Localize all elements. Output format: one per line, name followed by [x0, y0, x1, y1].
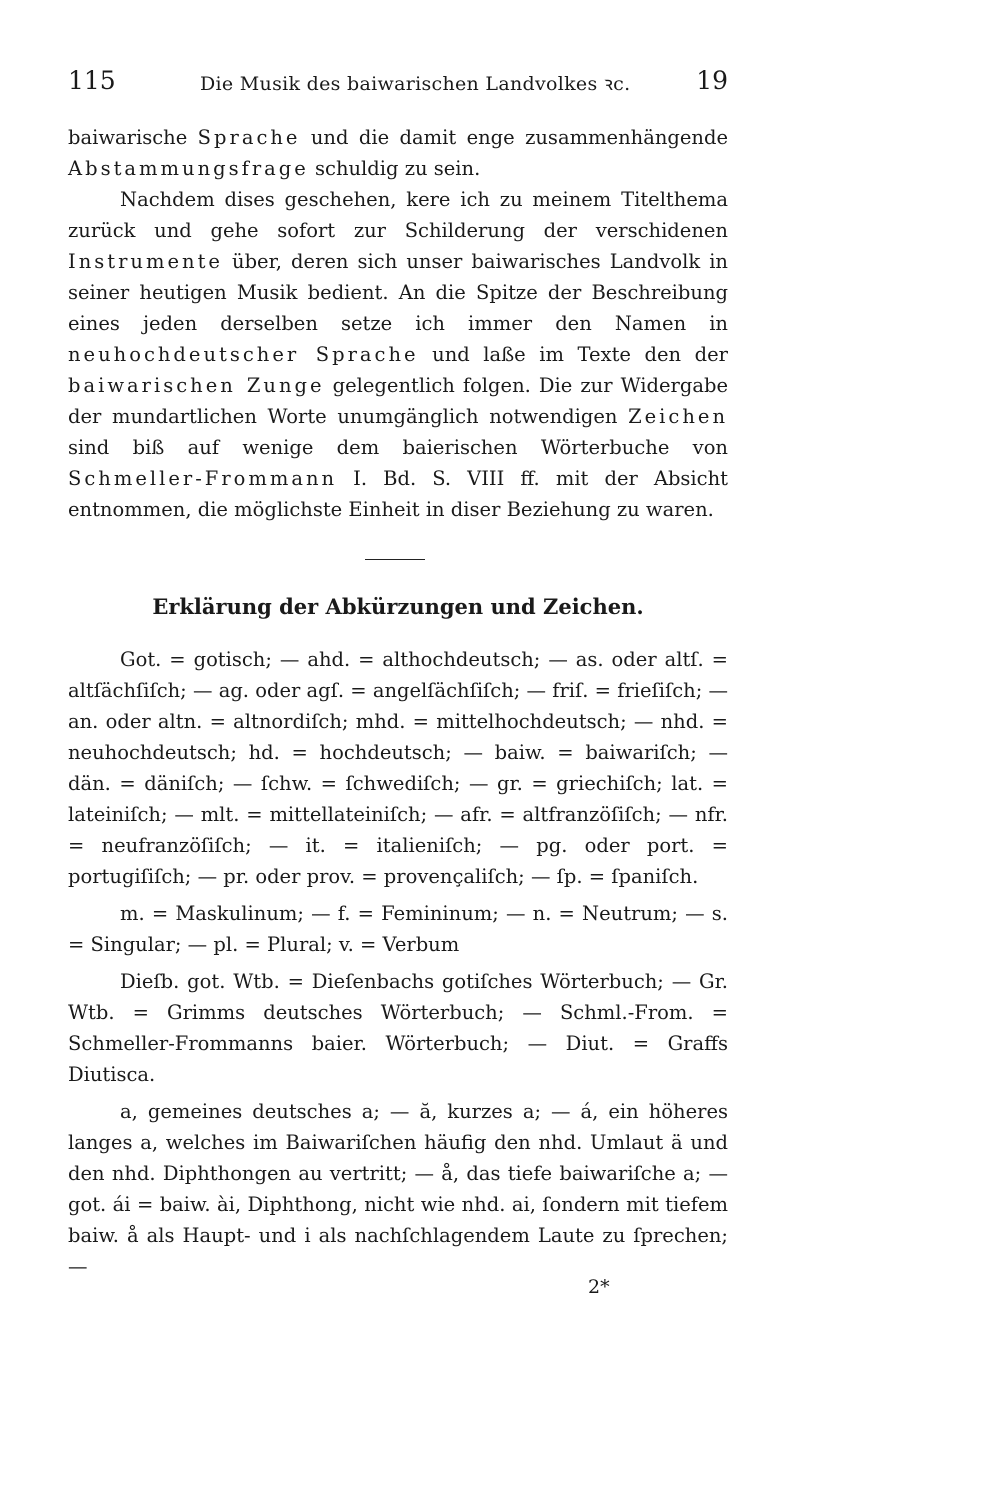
intro-paragraph-1: [68, 122, 728, 184]
text-run: und laße im Texte den der: [418, 343, 728, 366]
emphasis-schmeller-frommann: Schmeller-Frommann: [68, 467, 338, 490]
abbreviations-paragraph-dictionaries: Dieſb. got. Wtb. = Dieſenbachs gotiſches Wörterbuch; — Gr. Wtb. = Grimms deutsches Wörterbuch; — Schml.-From. = Schmeller-Frommanns baier. Wörterbuch; — Diut. = Graffs Diutisca.: [68, 970, 728, 1086]
emphasis-abstammungsfrage: Abstammungsfrage: [68, 157, 309, 180]
text-run: I. Bd. S. VIII ff. mit der Absicht entnommen, die möglichste Einheit in diser Beziehung zu waren.: [68, 467, 728, 521]
printer-signature: 2*: [588, 1276, 610, 1298]
emphasis-neuhochdeutsch: neuhochdeutscher Sprache: [68, 343, 419, 366]
running-header: [68, 66, 728, 106]
emphasis-zeichen: Zeichen: [628, 405, 728, 428]
section-title: Erklärung der Abkürzungen und Zeichen.: [152, 594, 644, 619]
text-run: über, deren sich unser baiwarisches Landvolk in seiner heutigen Musik bedient. An die Spitze der Beschreibung eines jeden derselben setze ich immer den Namen in: [68, 250, 728, 335]
text-run: Nachdem dises geschehen, kere ich zu meinem Titelthema zurück und gehe sofort zur Schilderung der verschidenen: [68, 188, 728, 242]
abbreviations-text: [68, 644, 728, 1282]
page-number-right: 19: [696, 66, 728, 95]
running-title: Die Musik des baiwarischen Landvolkes ꝛc.: [200, 73, 631, 95]
emphasis-sprache: Sprache: [197, 126, 301, 149]
text-run: baiwarische: [68, 126, 198, 149]
page-number-left: 115: [68, 66, 116, 95]
intro-text: [68, 122, 728, 525]
abbreviations-paragraph-signs: a, gemeines deutsches a; — ă, kurzes a; — á, ein höheres langes a, welches im Baiwariſchen häufig den nhd. Umlaut ä und den nhd. Diphthongen au vertritt; — å, das tiefe baiwariſche a; — got. ái = baiw. ài, Diphthong, nicht wie nhd. ai, ſondern mit tiefem baiw. å als Haupt- und i als nachſchlagendem Laute zu ſprechen; —: [68, 1100, 728, 1278]
emphasis-baiwarische-zunge: baiwarischen Zunge: [68, 374, 325, 397]
intro-paragraph-2: [68, 184, 728, 525]
text-run: schuldig zu sein.: [308, 157, 481, 180]
abbreviations-paragraph-languages: Got. = gotisch; — ahd. = althochdeutsch; — as. oder altſ. = altſächſiſch; — ag. oder agſ. = angelſächſiſch; — friſ. = frieſiſch; — an. oder altn. = altnordiſch; mhd. = mittelhochdeutsch; — nhd. = neuhochdeutsch; hd. = hochdeutsch; — baiw. = baiwariſch; — dän. = däniſch; — ſchw. = ſchwediſch; — gr. = griechiſch; lat. = lateiniſch; — mlt. = mittellateiniſch; — afr. = altfranzöſiſch; — nfr. = neufranzöſiſch; — it. = italieniſch; — pg. oder port. = portugiſiſch; — pr. oder prov. = provençaliſch; — ſp. = ſpaniſch.: [68, 648, 728, 888]
text-run: gelegentlich folgen. Die zur Widergabe der mundartlichen Worte unumgänglich notwendigen: [68, 374, 728, 428]
section-divider: [365, 559, 425, 560]
text-run: und die damit enge zusammenhängende: [300, 126, 728, 149]
abbreviations-paragraph-grammar: m. = Maskulinum; — f. = Femininum; — n. = Neutrum; — s. = Singular; — pl. = Plural; v. = Verbum: [68, 902, 728, 956]
emphasis-instrumente: Instrumente: [68, 250, 223, 273]
text-run: sind biß auf wenige dem baierischen Wörterbuche von: [68, 436, 728, 459]
